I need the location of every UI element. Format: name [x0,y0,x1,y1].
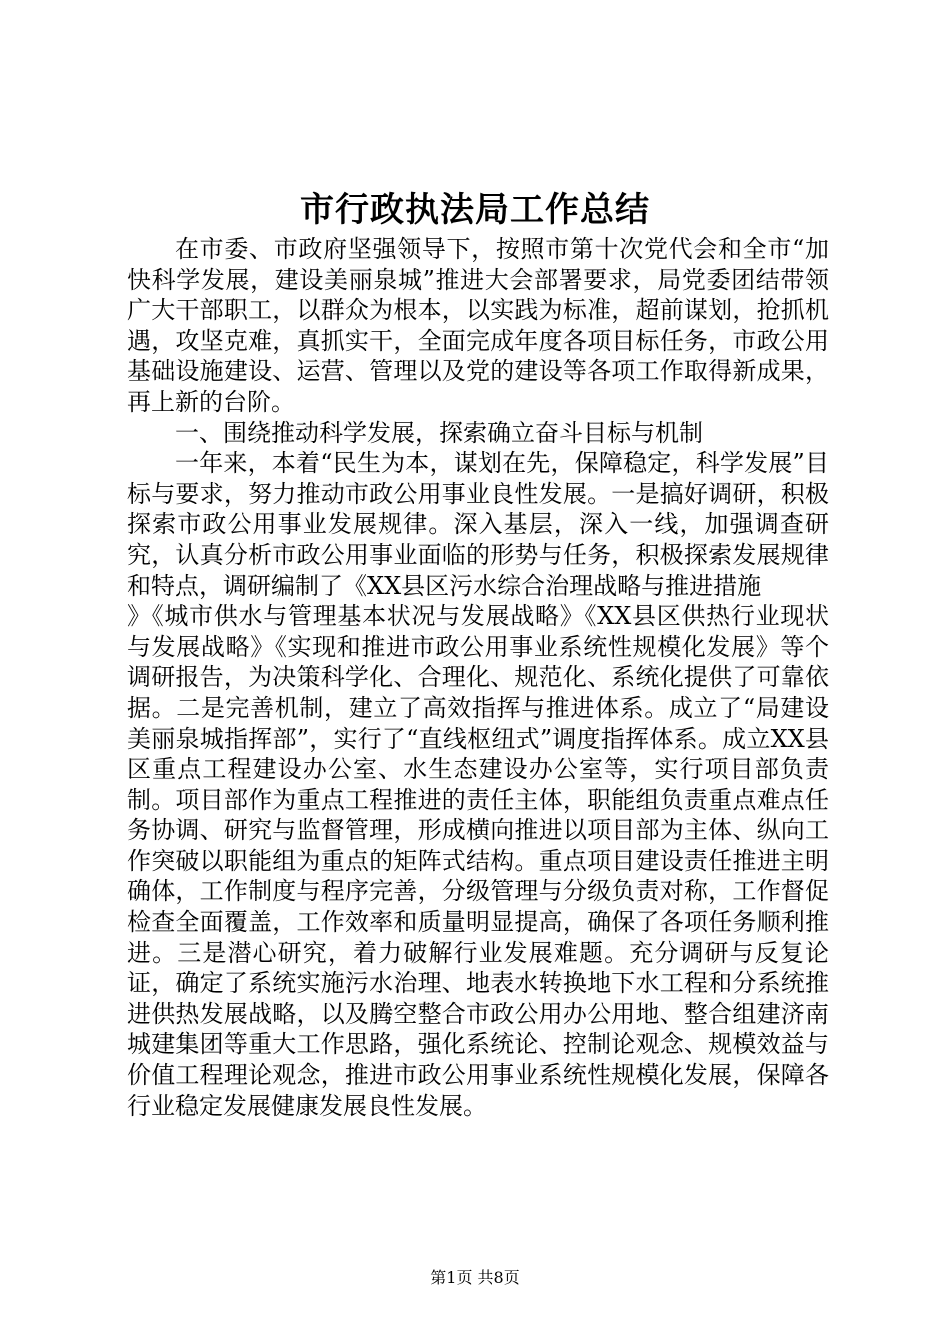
paragraph-intro: 在市委、市政府坚强领导下，按照市第十次党代会和全市“加快科学发展，建设美丽泉城”推进大会部署要求，局党委团结带领广大干部职工，以群众为根本，以实践为标准，超前谋划，抢抓机遇，攻坚克难，真抓实干，全面完成年度各项目标任务，市政公用基础设施建设、运营、管理以及党的建设等各项工作取得新成果，再上新的台阶。 [127,235,829,416]
section-heading-1: 一、围绕推动科学发展，探索确立奋斗目标与机制 [175,418,703,447]
document-title: 市行政执法局工作总结 [300,190,650,230]
document-body [127,234,829,1121]
paragraph-section-1: 一年来，本着“民生为本，谋划在先，保障稳定，科学发展”目标与要求，努力推动市政公用事业良性发展。一是搞好调研，积极探索市政公用事业发展规律。深入基层，深入一线，加强调查研究，认真分析市政公用事业面临的形势与任务，积极探索发展规律和特点，调研编制了《XX县区污水综合治理战略与推进措施 [127,449,829,600]
page-footer: 第1页 共8页 [430,1268,520,1287]
paragraph-section-1-continued: 》《城市供水与管理基本状况与发展战略》《XX县区供热行业现状与发展战略》《实现和推进市政公用事业系统性规模化发展》等个调研报告，为决策科学化、合理化、规范化、系统化提供了可靠依据。二是完善机制，建立了高效指挥与推进体系。成立了“局建设美丽泉城指挥部”，实行了“直线枢纽式”调度指挥体系。成立XX县区重点工程建设办公室、水生态建设办公室等，实行项目部负责制。项目部作为重点工程推进的责任主体，职能组负责重点难点任务协调、研究与监督管理，形成横向推进以项目部为主体、纵向工作突破以职能组为重点的矩阵式结构。重点项目建设责任推进主明确体，工作制度与程序完善，分级管理与分级负责对称，工作督促检查全面覆盖，工作效率和质量明显提高，确保了各项任务顺利推进。三是潜心研究，着力破解行业发展难题。充分调研与反复论证，确定了系统实施污水治理、地表水转换地下水工程和分系统推进供热发展战略，以及腾空整合市政公用办公用地、整合组建济南城建集团等重大工作思路，强化系统论、控制论观念、规模效益与价值工程理论观念，推进市政公用事业系统性规模化发展，保障各行业稳定发展健康发展良性发展。 [127,602,829,1120]
